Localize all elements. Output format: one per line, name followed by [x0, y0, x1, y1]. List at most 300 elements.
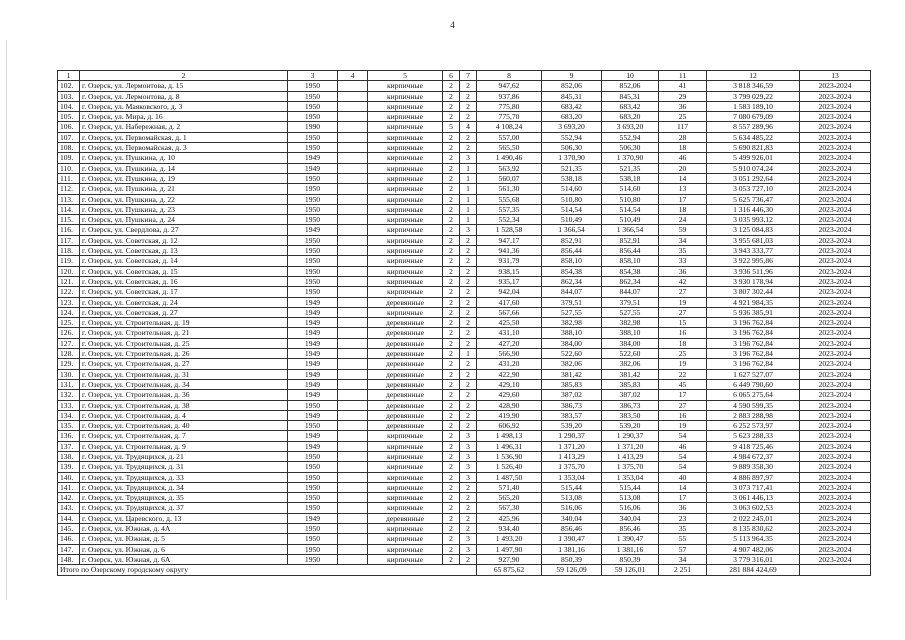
table-cell: кирпичные [368, 493, 443, 503]
table-cell: 381,42 [542, 369, 602, 379]
table-cell: 560,07 [477, 173, 542, 183]
table-cell: кирпичные [368, 276, 443, 286]
table-cell: 136. [58, 431, 80, 441]
table-cell: деревянные [368, 400, 443, 410]
table-cell: 521,35 [602, 163, 659, 173]
table-cell: 143. [58, 503, 80, 513]
table-cell: 2023-2024 [800, 225, 871, 235]
table-cell: 140. [58, 472, 80, 482]
table-cell: деревянные [368, 410, 443, 420]
table-cell: 2 [443, 451, 460, 461]
table-cell: 112. [58, 184, 80, 194]
table-cell: г. Озерск, ул. Строительная, д. 31 [80, 369, 288, 379]
table-cell: 3 922 995,86 [707, 256, 800, 266]
table-cell: 1 [460, 194, 477, 204]
table-cell: 8 557 289,96 [707, 122, 800, 132]
table-cell: 1950 [288, 184, 338, 194]
column-number-header: 4 [338, 71, 368, 81]
table-cell: г. Озерск, ул. Пушкина, д. 10 [80, 153, 288, 163]
table-cell: 40 [659, 472, 707, 482]
table-cell: 862,34 [542, 276, 602, 286]
table-cell: 3 [460, 462, 477, 472]
table-cell: 379,51 [602, 297, 659, 307]
table-cell: 852,06 [542, 81, 602, 91]
table-cell [338, 194, 368, 204]
table-cell: 117. [58, 235, 80, 245]
table-cell [338, 328, 368, 338]
table-cell: деревянные [368, 513, 443, 523]
table-cell [338, 297, 368, 307]
table-cell: 516,06 [602, 503, 659, 513]
table-cell: 2 [460, 421, 477, 431]
table-cell: 1950 [288, 246, 338, 256]
table-cell: 2 [443, 369, 460, 379]
table-cell: 927,90 [477, 554, 542, 564]
table-row [58, 482, 871, 492]
table-row [58, 441, 871, 451]
table-cell: 2023-2024 [800, 91, 871, 101]
table-cell: деревянные [368, 359, 443, 369]
table-cell: 28 [659, 132, 707, 142]
table-cell: кирпичные [368, 225, 443, 235]
table-cell: 6 252 573,97 [707, 421, 800, 431]
table-cell: г. Озерск, ул. Строительная, д. 7 [80, 431, 288, 441]
table-cell: 2 [460, 390, 477, 400]
table-cell: 1 487,50 [477, 472, 542, 482]
table-cell: 9 418 725,46 [707, 441, 800, 451]
table-cell: кирпичные [368, 81, 443, 91]
table-cell: 139. [58, 462, 80, 472]
table-cell: 1 390,47 [602, 534, 659, 544]
table-cell: кирпичные [368, 204, 443, 214]
table-cell: 1950 [288, 400, 338, 410]
table-cell: 429,60 [477, 390, 542, 400]
table-cell: кирпичные [368, 143, 443, 153]
table-cell: 539,20 [602, 421, 659, 431]
table-cell: 2 [460, 338, 477, 348]
table-cell: 2 [443, 493, 460, 503]
table-cell: 119. [58, 256, 80, 266]
table-cell: 1 370,90 [542, 153, 602, 163]
table-cell: 5 936 385,91 [707, 307, 800, 317]
column-number-header: 5 [368, 71, 443, 81]
table-cell: 1950 [288, 256, 338, 266]
table-cell: 2 [443, 472, 460, 482]
table-cell: г. Озерск, ул. Советская, д. 24 [80, 297, 288, 307]
table-cell: 2023-2024 [800, 534, 871, 544]
column-number-header: 2 [80, 71, 288, 81]
table-cell: г. Озерск, ул. Южная, д. 4А [80, 524, 288, 534]
table-cell: 379,51 [542, 297, 602, 307]
table-row [58, 462, 871, 472]
table-cell: 2 [460, 246, 477, 256]
table-cell [338, 441, 368, 451]
table-cell: 388,10 [602, 328, 659, 338]
table-row [58, 143, 871, 153]
table-cell [338, 184, 368, 194]
table-cell: 557,00 [477, 132, 542, 142]
table-cell: 388,10 [542, 328, 602, 338]
table-cell: 2 [443, 256, 460, 266]
table-cell: 2 [460, 554, 477, 564]
table-cell [338, 338, 368, 348]
table-row [58, 276, 871, 286]
table-cell: г. Озерск, ул. Советская, д. 16 [80, 276, 288, 286]
table-cell: 2 [460, 287, 477, 297]
table-cell: 1950 [288, 503, 338, 513]
table-cell: 3 [460, 225, 477, 235]
table-cell [338, 101, 368, 111]
table-cell: 3 196 762,84 [707, 328, 800, 338]
table-row [58, 132, 871, 142]
table-cell: 1949 [288, 297, 338, 307]
table-cell: 1950 [288, 482, 338, 492]
table-cell: 2023-2024 [800, 276, 871, 286]
table-cell: 941,36 [477, 246, 542, 256]
table-row [58, 153, 871, 163]
table-cell: 2 [443, 390, 460, 400]
table-cell: 2 [443, 266, 460, 276]
table-cell: 2023-2024 [800, 390, 871, 400]
table-cell: 3 063 602,53 [707, 503, 800, 513]
table-cell: г. Озерск, ул. Строительная, д. 34 [80, 379, 288, 389]
column-number-header: 8 [477, 71, 542, 81]
table-cell: 1950 [288, 544, 338, 554]
table-row [58, 451, 871, 461]
table-cell: 1 [460, 173, 477, 183]
table-cell: 382,98 [542, 318, 602, 328]
table-cell: 1 493,20 [477, 534, 542, 544]
table-cell: 2 [443, 153, 460, 163]
table-row [58, 410, 871, 420]
table-cell: 2 [443, 297, 460, 307]
table-cell [338, 163, 368, 173]
table-cell: 1950 [288, 173, 338, 183]
table-cell: 6 449 790,60 [707, 379, 800, 389]
table-cell: г. Озерск, ул. Лермонтова, д. 8 [80, 91, 288, 101]
table-cell: 3 196 762,84 [707, 318, 800, 328]
table-cell: кирпичные [368, 235, 443, 245]
table-cell: 384,00 [602, 338, 659, 348]
table-cell: 2 [443, 215, 460, 225]
table-cell: 417,60 [477, 297, 542, 307]
table-cell: 3 196 762,84 [707, 338, 800, 348]
table-cell: 5 625 736,47 [707, 194, 800, 204]
column-number-header: 6 [443, 71, 460, 81]
table-cell: 4 886 897,97 [707, 472, 800, 482]
table-row [58, 431, 871, 441]
table-row [58, 256, 871, 266]
table-cell: 2023-2024 [800, 451, 871, 461]
table-cell: 2023-2024 [800, 318, 871, 328]
table-cell [338, 482, 368, 492]
table-cell: 2 [443, 554, 460, 564]
table-cell: кирпичные [368, 266, 443, 276]
table-cell: 1949 [288, 328, 338, 338]
table-cell: 1949 [288, 225, 338, 235]
table-cell: 2 [460, 132, 477, 142]
table-cell [338, 431, 368, 441]
table-cell: 115. [58, 215, 80, 225]
table-cell: 7 080 679,09 [707, 112, 800, 122]
table-cell: 2 [443, 81, 460, 91]
table-cell: 106. [58, 122, 80, 132]
table-cell: 2023-2024 [800, 204, 871, 214]
table-cell: 1950 [288, 204, 338, 214]
table-cell: 521,35 [542, 163, 602, 173]
table-row [58, 524, 871, 534]
table-cell: 1 371,20 [602, 441, 659, 451]
table-cell: 2 [443, 112, 460, 122]
table-cell: 2 [443, 482, 460, 492]
table-cell: 2 [443, 503, 460, 513]
column-number-header: 1 [58, 71, 80, 81]
table-cell: 116. [58, 225, 80, 235]
table-cell: 2023-2024 [800, 143, 871, 153]
table-row [58, 513, 871, 523]
table-cell: 41 [659, 81, 707, 91]
table-cell: 3 [460, 431, 477, 441]
table-cell: 3 693,20 [542, 122, 602, 132]
table-cell [338, 554, 368, 564]
table-cell: 2023-2024 [800, 410, 871, 420]
table-cell: 2 [443, 143, 460, 153]
table-cell [338, 204, 368, 214]
table-cell: 1950 [288, 194, 338, 204]
table-cell: 2023-2024 [800, 379, 871, 389]
table-cell [338, 235, 368, 245]
table-cell: 3 073 717,41 [707, 482, 800, 492]
total-living: 59 126,09 [542, 565, 602, 575]
table-cell: 552,34 [477, 215, 542, 225]
table-row [58, 287, 871, 297]
table-cell: 1949 [288, 338, 338, 348]
table-cell: 606,92 [477, 421, 542, 431]
table-cell: 934,40 [477, 524, 542, 534]
table-cell [338, 91, 368, 101]
table-cell: 3 818 346,59 [707, 81, 800, 91]
table-cell: деревянные [368, 349, 443, 359]
table-cell: 3 943 333,77 [707, 246, 800, 256]
table-cell: 134. [58, 410, 80, 420]
table-cell: кирпичные [368, 307, 443, 317]
table-cell: 2 [460, 369, 477, 379]
table-cell: 2 [443, 287, 460, 297]
page-number: 4 [450, 20, 455, 30]
table-cell: кирпичные [368, 554, 443, 564]
table-cell: 1949 [288, 513, 338, 523]
table-cell: 2 [460, 318, 477, 328]
table-cell: 107. [58, 132, 80, 142]
table-cell: г. Озерск, ул. Советская, д. 27 [80, 307, 288, 317]
table-cell: 2023-2024 [800, 369, 871, 379]
table-cell: 2 [443, 307, 460, 317]
table-cell: 131. [58, 379, 80, 389]
scan-margin-line [6, 40, 7, 600]
table-cell: кирпичные [368, 132, 443, 142]
table-cell [338, 410, 368, 420]
table-cell: 3 061 446,13 [707, 493, 800, 503]
table-cell: 775,70 [477, 112, 542, 122]
table-row [58, 266, 871, 276]
table-cell: 2 [443, 328, 460, 338]
table-cell: 383,50 [602, 410, 659, 420]
table-cell: 3 693,20 [602, 122, 659, 132]
table-cell: 36 [659, 101, 707, 111]
table-cell: 2 [460, 256, 477, 266]
table-cell: 858,10 [542, 256, 602, 266]
table-cell: 1 [460, 204, 477, 214]
table-cell: 425,96 [477, 513, 542, 523]
table-cell: 3 196 762,84 [707, 349, 800, 359]
table-cell [338, 287, 368, 297]
table-cell: г. Озерск, ул. Южная, д. 6 [80, 544, 288, 554]
table-cell [338, 534, 368, 544]
table-cell: 1949 [288, 307, 338, 317]
table-cell: 845,31 [602, 91, 659, 101]
table-cell: 2023-2024 [800, 215, 871, 225]
table-cell: 2023-2024 [800, 184, 871, 194]
table-cell [338, 173, 368, 183]
table-cell: 565,20 [477, 493, 542, 503]
table-cell: 538,18 [602, 173, 659, 183]
table-cell: 856,46 [542, 524, 602, 534]
table-cell: 3 051 292,64 [707, 173, 800, 183]
table-cell: 1950 [288, 554, 338, 564]
table-cell: 422,90 [477, 369, 542, 379]
table-cell: 122. [58, 287, 80, 297]
table-cell: 1 [460, 215, 477, 225]
table-cell: 2 [460, 493, 477, 503]
table-cell: 561,30 [477, 184, 542, 194]
table-cell: 935,17 [477, 276, 542, 286]
table-cell: 14 [659, 482, 707, 492]
table-cell: 148. [58, 554, 80, 564]
table-cell: 1950 [288, 462, 338, 472]
table-cell: 2 [443, 173, 460, 183]
table-cell: 1 490,46 [477, 153, 542, 163]
table-cell [338, 472, 368, 482]
table-cell: 108. [58, 143, 80, 153]
table-row [58, 173, 871, 183]
table-row [58, 215, 871, 225]
table-cell [338, 359, 368, 369]
table-cell: 1950 [288, 451, 338, 461]
table-cell: кирпичные [368, 544, 443, 554]
table-cell: 29 [659, 91, 707, 101]
table-cell [338, 307, 368, 317]
table-cell: 386,73 [602, 400, 659, 410]
table-cell: г. Озерск, ул. Трудящихся, д. 35 [80, 493, 288, 503]
table-cell: 24 [659, 215, 707, 225]
table-cell: деревянные [368, 421, 443, 431]
table-cell: 2023-2024 [800, 544, 871, 554]
table-cell: 2023-2024 [800, 349, 871, 359]
table-cell: 123. [58, 297, 80, 307]
table-cell: 856,44 [602, 246, 659, 256]
table-cell: 1 496,31 [477, 441, 542, 451]
table-cell: 431,20 [477, 359, 542, 369]
table-cell: 4 907 482,06 [707, 544, 800, 554]
table-cell: 856,44 [542, 246, 602, 256]
table-cell: 1 498,13 [477, 431, 542, 441]
table-cell: 2 [443, 91, 460, 101]
table-cell: 428,90 [477, 400, 542, 410]
table-cell: г. Озерск, ул. Мира, д. 16 [80, 112, 288, 122]
table-cell: 59 [659, 225, 707, 235]
table-cell: г. Озерск, ул. Трудящихся, д. 34 [80, 482, 288, 492]
table-cell: г. Озерск, ул. Набережная, д. 2 [80, 122, 288, 132]
table-cell: 3 [460, 451, 477, 461]
table-cell: 113. [58, 194, 80, 204]
table-cell: 571,40 [477, 482, 542, 492]
table-cell: 109. [58, 153, 80, 163]
table-cell: 1 [460, 163, 477, 173]
table-cell: 1950 [288, 81, 338, 91]
table-cell: 850,39 [602, 554, 659, 564]
table-cell [338, 318, 368, 328]
table-cell: 2 [460, 524, 477, 534]
table-cell: 34 [659, 235, 707, 245]
table-cell: 133. [58, 400, 80, 410]
table-cell: 1949 [288, 379, 338, 389]
table-cell: 775,80 [477, 101, 542, 111]
table-cell: 2 [443, 246, 460, 256]
table-cell [338, 421, 368, 431]
table-cell: 55 [659, 534, 707, 544]
table-cell: г. Озерск, ул. Строительная, д. 4 [80, 410, 288, 420]
table-cell: 1949 [288, 349, 338, 359]
table-cell: 105. [58, 112, 80, 122]
table-cell: 103. [58, 91, 80, 101]
table-cell: 937,86 [477, 91, 542, 101]
table-cell: 18 [659, 338, 707, 348]
table-cell: 2023-2024 [800, 513, 871, 523]
table-cell: г. Озерск, ул. Пушкина, д. 19 [80, 173, 288, 183]
table-cell: 5 634 485,22 [707, 132, 800, 142]
table-cell: 1 583 189,10 [707, 101, 800, 111]
table-cell: 1 353,04 [542, 472, 602, 482]
table-cell: 382,06 [542, 359, 602, 369]
table-cell: 25 [659, 349, 707, 359]
table-cell: 2023-2024 [800, 297, 871, 307]
table-cell: 538,18 [542, 173, 602, 183]
table-cell: 427,20 [477, 338, 542, 348]
table-cell: 1 381,16 [542, 544, 602, 554]
table-cell: 2 [443, 349, 460, 359]
table-cell: 2 [443, 513, 460, 523]
table-cell: 130. [58, 369, 80, 379]
table-cell: 46 [659, 441, 707, 451]
table-cell: г. Озерск, ул. Пушкина, д. 23 [80, 204, 288, 214]
column-number-header: 12 [707, 71, 800, 81]
table-row [58, 421, 871, 431]
total-empty-cell [800, 565, 871, 575]
table-cell: г. Озерск, ул. Пушкина, д. 21 [80, 184, 288, 194]
table-cell: 6 065 275,64 [707, 390, 800, 400]
table-cell: 3 930 178,94 [707, 276, 800, 286]
table-cell: деревянные [368, 379, 443, 389]
table-cell: 18 [659, 143, 707, 153]
table-cell: 419,90 [477, 410, 542, 420]
table-cell [338, 513, 368, 523]
table-row [58, 493, 871, 503]
table-cell: 4 590 599,35 [707, 400, 800, 410]
table-cell: г. Озерск, ул. Первомайская, д. 3 [80, 143, 288, 153]
table-cell: 1 366,54 [602, 225, 659, 235]
table-cell: 36 [659, 503, 707, 513]
table-cell: 36 [659, 266, 707, 276]
